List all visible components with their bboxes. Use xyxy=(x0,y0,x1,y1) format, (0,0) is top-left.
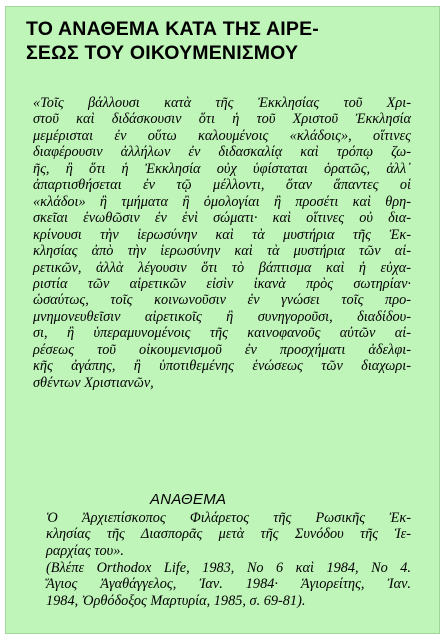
text-line: διαφέρουσιν ἀλλήλων ἐν διδασκαλίᾳ καὶ τρόπῳ ζω- xyxy=(33,144,411,161)
text-line: «Τοῖς βάλλουσι κατὰ τῆς Ἐκκλησίας τοῦ Χρι- xyxy=(33,95,411,111)
text-line: σκεῖαι ἑνωθῶσιν ἐν ἑνὶ σώματι· καὶ οἵτινες οὐ δια- xyxy=(33,210,411,227)
reference-line: Ἅγιος Ἀγαθάγγελος, Ἰαν. 1984· Ἁγιορείτης, Ἰαν. xyxy=(46,576,411,593)
anathema-text xyxy=(33,95,411,391)
text-line: κρίνουσι τὴν ἱερωσύνην καὶ τὰ μυστήρια τῆς Ἐκ- xyxy=(33,226,411,243)
reference-block xyxy=(46,560,411,609)
reference-line: (Βλέπε Orthodox Life, 1983, No 6 καὶ 1984, No 4. xyxy=(46,560,411,576)
signature-line: Ὁ Ἀρχιεπίσκοπος Φιλάρετος τῆς Ρωσικῆς Ἐκ- xyxy=(46,510,411,526)
anathema-heading: ΑΝΑΘΕΜΑ xyxy=(150,491,227,508)
text-line: ριστία τῶν αἱρετικῶν εἰσὶν ἱκανὰ πρὸς σωτηρίαν· xyxy=(33,275,411,292)
page-title xyxy=(26,17,426,65)
text-line: ὡσαύτως, τοῖς κοινωνοῦσιν ἐν γνώσει τοῖς προ- xyxy=(33,292,411,309)
reference-line: 1984, Ὀρθόδοξος Μαρτυρία, 1985, σ. 69-81). xyxy=(46,592,306,609)
text-line: στοῦ καὶ διδάσκουσιν ὅτι ἡ τοῦ Χριστοῦ Ἐκκλησία xyxy=(33,111,411,128)
title-line: ΣΕΩΣ ΤΟΥ ΟΙΚΟΥΜΕΝΙΣΜΟΥ xyxy=(26,42,299,64)
text-line: μεμέρισται ἐν οὕτω καλουμένοις «κλάδοις», οἵτινες xyxy=(33,127,411,144)
text-line: κῆς ἀγάπης, ἢ ὑποτιθεμένης ἑνώσεως τῶν διαχωρι- xyxy=(33,358,411,375)
text-line: ἀπαρτισθήσεται ἐν τῷ μέλλοντι, ὅταν ἅπαντες οἱ xyxy=(33,177,411,194)
signature-line: κλησίας τῆς Διασπορᾶς μετὰ τῆς Συνόδου τῆς Ἱε- xyxy=(46,526,411,543)
text-line: σθέντων Χριστιανῶν, xyxy=(33,374,154,391)
signature-line: ραρχίας του». xyxy=(46,542,124,559)
text-line: ρέσεως τοῦ οἰκουμενισμοῦ ἐν προσχήματι ἀδελφι- xyxy=(33,341,411,358)
text-line: μνημονευθεῖσιν αἱρετικοῖς ἢ συνηγοροῦσι, διαδίδου- xyxy=(33,308,411,325)
title-line: ΤΟ ΑΝΑΘΕΜΑ ΚΑΤΑ ΤΗΣ ΑΙΡΕ- xyxy=(26,18,319,40)
text-line: σι, ἢ ὑπεραμυνομένοις τῆς καινοφανοῦς αὐτῶν αἱ- xyxy=(33,325,411,342)
text-line: ῆς, ἢ ὅτι ἡ Ἐκκλησία οὐχ ὑφίσταται ὁρατῶς, ἀλλ᾽ xyxy=(33,160,411,177)
signature-block xyxy=(46,510,411,559)
text-line: «κλάδοι» ἢ τμήματα ἢ ὁμολογίαι ἢ προσέτι καὶ θρη- xyxy=(33,193,411,210)
text-line: κλησίας ἀπὸ τὴν ἱερωσύνην καὶ τὰ μυστήρια τῶν αἱ- xyxy=(33,243,411,260)
text-line: ρετικῶν, ἀλλὰ λέγουσιν ὅτι τὸ βάπτισμα καὶ ἡ εὐχα- xyxy=(33,259,411,276)
